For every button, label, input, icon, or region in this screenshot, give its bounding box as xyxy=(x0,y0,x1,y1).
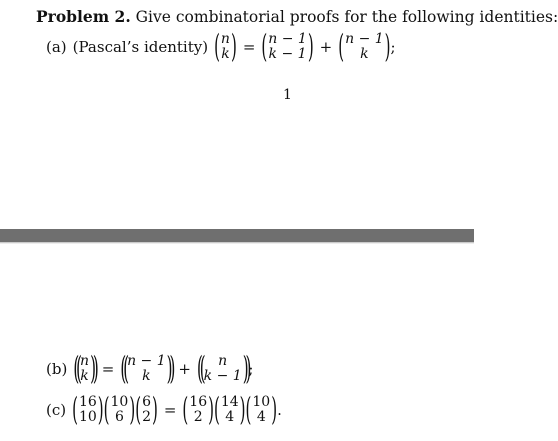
part-b-rhs2-multichoose: (( n k − 1 )) xyxy=(196,349,249,388)
part-a-rhs2-binomial: ( n − 1 k ) xyxy=(338,27,391,66)
binom-bottom: k − 1 xyxy=(268,46,307,63)
binom-bottom: 2 xyxy=(193,409,203,426)
part-a-name: (Pascal’s identity) xyxy=(72,38,209,57)
binom-bottom: k xyxy=(142,368,151,385)
binom-top: 6 xyxy=(142,394,151,410)
part-c-lhs-binomial-1: ( 16 10 ) xyxy=(72,390,104,429)
binom-top: n xyxy=(218,353,228,369)
binom-top: 16 xyxy=(189,394,208,410)
binom-top: 14 xyxy=(220,394,239,410)
plus-sign: + xyxy=(178,360,191,379)
binom-bottom: k − 1 xyxy=(203,368,242,385)
binom-bottom: k xyxy=(221,46,230,63)
binom-bottom: k xyxy=(80,368,89,385)
binom-top: n − 1 xyxy=(345,31,384,47)
part-b-identity xyxy=(46,349,254,388)
part-b-lhs-multichoose: (( n k )) xyxy=(73,349,96,388)
binom-bottom: 6 xyxy=(114,409,124,426)
part-c-identity xyxy=(46,390,282,429)
binom-bottom: 4 xyxy=(225,409,235,426)
part-c-rhs-binomial-3: ( 10 4 ) xyxy=(245,390,278,429)
binom-bottom: 10 xyxy=(78,409,97,426)
part-c-lhs-binomial-2: ( 10 6 ) xyxy=(103,390,136,429)
binom-bottom: k xyxy=(360,46,369,63)
equals-sign: = xyxy=(163,401,177,420)
part-a-identity xyxy=(46,27,396,66)
part-c-rhs-binomial-1: ( 16 2 ) xyxy=(182,390,214,429)
problem-intro: Give combinatorial proofs for the following identities: xyxy=(135,8,558,26)
part-c-label: (c) xyxy=(46,401,67,420)
page-number: 1 xyxy=(283,87,292,103)
part-a-lhs-binomial: ( n k ) xyxy=(214,27,237,66)
binom-bottom: 4 xyxy=(256,409,266,426)
binom-top: 10 xyxy=(110,394,129,410)
problem-heading xyxy=(36,7,558,26)
part-a-rhs1-binomial: ( n − 1 k − 1 ) xyxy=(261,27,314,66)
equals-sign: = xyxy=(242,38,256,57)
binom-top: n xyxy=(220,31,230,47)
binom-top: n xyxy=(80,353,90,369)
part-b-terminator: ; xyxy=(248,360,254,379)
part-b-rhs1-multichoose: (( n − 1 k )) xyxy=(120,349,173,388)
part-c-lhs-binomial-3: ( 6 2 ) xyxy=(135,390,158,429)
part-c-rhs-binomial-2: ( 14 4 ) xyxy=(213,390,246,429)
equals-sign: = xyxy=(101,360,115,379)
page-separator xyxy=(0,229,474,242)
part-a-label: (a) xyxy=(46,38,67,57)
part-c-terminator: . xyxy=(277,401,282,420)
binom-bottom: 2 xyxy=(142,409,151,426)
part-a-terminator: ; xyxy=(390,38,396,57)
binom-top: 16 xyxy=(78,394,97,410)
problem-label: Problem 2. xyxy=(36,7,131,26)
part-b-label: (b) xyxy=(46,360,68,379)
binom-top: 10 xyxy=(252,394,271,410)
binom-top: n − 1 xyxy=(268,31,307,47)
binom-top: n − 1 xyxy=(127,353,166,369)
plus-sign: + xyxy=(319,38,333,57)
